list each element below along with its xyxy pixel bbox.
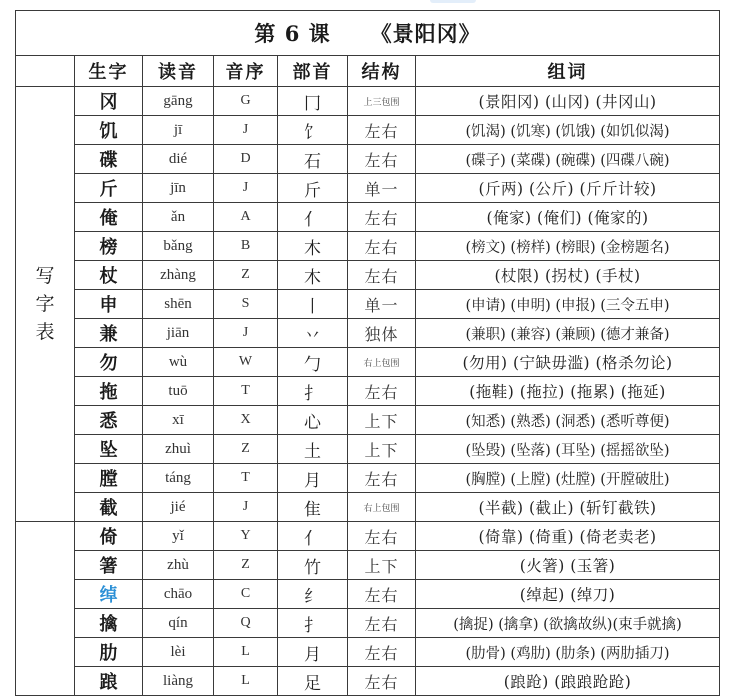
table-row <box>16 290 720 319</box>
pinyin-cell: jīn <box>143 174 214 203</box>
char-cell: 兼 <box>75 319 143 348</box>
radical-cell: 足 <box>278 667 348 696</box>
radical-cell: 竹 <box>278 551 348 580</box>
table-row <box>16 348 720 377</box>
words-cell: (倚靠) (倚重) (倚老卖老) <box>416 522 720 551</box>
order-cell: Z <box>214 551 278 580</box>
char-cell: 截 <box>75 493 143 522</box>
words-cell: (拖鞋) (拖拉) (拖累) (拖延) <box>416 377 720 406</box>
order-cell: B <box>214 232 278 261</box>
pinyin-cell: xī <box>143 406 214 435</box>
pinyin-cell: jié <box>143 493 214 522</box>
structure-cell: 左右 <box>348 638 416 667</box>
words-cell: (榜文) (榜样) (榜眼) (金榜题名) <box>416 232 720 261</box>
table-row <box>16 493 720 522</box>
header-structure: 结构 <box>348 56 416 87</box>
lesson-number: 第 6 课 <box>254 21 331 46</box>
header-order: 音序 <box>214 56 278 87</box>
pinyin-cell: gāng <box>143 87 214 116</box>
radical-cell: 隹 <box>278 493 348 522</box>
pinyin-cell: ǎn <box>143 203 214 232</box>
pinyin-cell: dié <box>143 145 214 174</box>
structure-cell: 左右 <box>348 580 416 609</box>
order-cell: J <box>214 116 278 145</box>
radical-cell: 丷 <box>278 319 348 348</box>
order-cell: S <box>214 290 278 319</box>
header-radical: 部首 <box>278 56 348 87</box>
pinyin-cell: jiān <box>143 319 214 348</box>
radical-cell: 土 <box>278 435 348 464</box>
structure-cell: 上下 <box>348 406 416 435</box>
section-label-write-chars <box>16 87 75 522</box>
structure-cell: 左右 <box>348 609 416 638</box>
column-header-row <box>16 56 720 87</box>
char-cell: 榜 <box>75 232 143 261</box>
char-cell: 碟 <box>75 145 143 174</box>
header-pinyin: 读音 <box>143 56 214 87</box>
order-cell: L <box>214 667 278 696</box>
pinyin-cell: táng <box>143 464 214 493</box>
char-cell: 饥 <box>75 116 143 145</box>
pinyin-cell: zhuì <box>143 435 214 464</box>
char-cell: 悉 <box>75 406 143 435</box>
structure-cell: 左右 <box>348 145 416 174</box>
structure-cell: 右上包围 <box>348 493 416 522</box>
char-cell: 斤 <box>75 174 143 203</box>
words-cell: (饥渴) (饥寒) (饥饿) (如饥似渴) <box>416 116 720 145</box>
pinyin-cell: zhàng <box>143 261 214 290</box>
structure-cell: 左右 <box>348 203 416 232</box>
table-row <box>16 638 720 667</box>
structure-cell: 独体 <box>348 319 416 348</box>
title-row <box>16 11 720 56</box>
words-cell: (半截) (截止) (斩钉截铁) <box>416 493 720 522</box>
order-cell: A <box>214 203 278 232</box>
order-cell: W <box>214 348 278 377</box>
char-cell: 擒 <box>75 609 143 638</box>
words-cell: (碟子) (菜碟) (碗碟) (四碟八碗) <box>416 145 720 174</box>
order-cell: T <box>214 377 278 406</box>
radical-cell: 勹 <box>278 348 348 377</box>
radical-cell: 月 <box>278 638 348 667</box>
radical-cell: 石 <box>278 145 348 174</box>
table-row <box>16 551 720 580</box>
table-row <box>16 580 720 609</box>
table-row <box>16 464 720 493</box>
structure-cell: 左右 <box>348 464 416 493</box>
section-label <box>16 522 75 696</box>
structure-cell: 右上包围 <box>348 348 416 377</box>
structure-cell: 左右 <box>348 667 416 696</box>
words-cell: (知悉) (熟悉) (洞悉) (悉听尊便) <box>416 406 720 435</box>
table-row <box>16 203 720 232</box>
words-cell: (杖限) (拐杖) (手杖) <box>416 261 720 290</box>
order-cell: G <box>214 87 278 116</box>
structure-cell: 上三包围 <box>348 87 416 116</box>
structure-cell: 左右 <box>348 116 416 145</box>
section-label-char: 字 <box>35 293 55 315</box>
structure-cell: 单一 <box>348 174 416 203</box>
table-row <box>16 145 720 174</box>
words-cell: (俺家) (俺们) (俺家的) <box>416 203 720 232</box>
structure-cell: 左右 <box>348 261 416 290</box>
table-row <box>16 174 720 203</box>
pinyin-cell: bǎng <box>143 232 214 261</box>
pinyin-cell: shēn <box>143 290 214 319</box>
radical-cell: 扌 <box>278 609 348 638</box>
words-cell: (斤两) (公斤) (斤斤计较) <box>416 174 720 203</box>
order-cell: D <box>214 145 278 174</box>
char-cell: 勿 <box>75 348 143 377</box>
char-cell: 肋 <box>75 638 143 667</box>
pinyin-cell: chāo <box>143 580 214 609</box>
header-char: 生字 <box>75 56 143 87</box>
radical-cell: 木 <box>278 232 348 261</box>
order-cell: Q <box>214 609 278 638</box>
pinyin-cell: jī <box>143 116 214 145</box>
words-cell: (火箸) (玉箸) <box>416 551 720 580</box>
order-cell: J <box>214 319 278 348</box>
structure-cell: 左右 <box>348 522 416 551</box>
top-tab-indicator <box>430 0 476 3</box>
char-cell: 绰 <box>75 580 143 609</box>
order-cell: Y <box>214 522 278 551</box>
radical-cell: 木 <box>278 261 348 290</box>
pinyin-cell: zhù <box>143 551 214 580</box>
order-cell: T <box>214 464 278 493</box>
order-cell: J <box>214 493 278 522</box>
vocabulary-table <box>15 10 720 696</box>
section-label-char: 表 <box>35 321 55 343</box>
char-cell: 倚 <box>75 522 143 551</box>
table-row <box>16 87 720 116</box>
char-cell: 膛 <box>75 464 143 493</box>
radical-cell: 纟 <box>278 580 348 609</box>
structure-cell: 单一 <box>348 290 416 319</box>
pinyin-cell: tuō <box>143 377 214 406</box>
table-row <box>16 377 720 406</box>
words-cell: (申请) (申明) (申报) (三令五申) <box>416 290 720 319</box>
pinyin-cell: lèi <box>143 638 214 667</box>
table-row <box>16 406 720 435</box>
radical-cell: 冂 <box>278 87 348 116</box>
words-cell: (坠毁) (坠落) (耳坠) (摇摇欲坠) <box>416 435 720 464</box>
char-cell: 坠 <box>75 435 143 464</box>
page-title <box>16 11 720 56</box>
table-row <box>16 522 720 551</box>
radical-cell: 丨 <box>278 290 348 319</box>
table-row <box>16 667 720 696</box>
radical-cell: 月 <box>278 464 348 493</box>
pinyin-cell: wù <box>143 348 214 377</box>
structure-cell: 左右 <box>348 377 416 406</box>
words-cell: (绰起) (绰刀) <box>416 580 720 609</box>
radical-cell: 亻 <box>278 203 348 232</box>
structure-cell: 左右 <box>348 232 416 261</box>
table-body <box>16 87 720 696</box>
order-cell: J <box>214 174 278 203</box>
char-cell: 冈 <box>75 87 143 116</box>
char-cell: 杖 <box>75 261 143 290</box>
char-cell: 俺 <box>75 203 143 232</box>
words-cell: (兼职) (兼容) (兼顾) (德才兼备) <box>416 319 720 348</box>
char-cell: 拖 <box>75 377 143 406</box>
order-cell: Z <box>214 261 278 290</box>
section-label-char: 写 <box>35 265 55 287</box>
char-cell: 踉 <box>75 667 143 696</box>
radical-cell: 心 <box>278 406 348 435</box>
radical-cell: 扌 <box>278 377 348 406</box>
char-cell: 箸 <box>75 551 143 580</box>
radical-cell: 亻 <box>278 522 348 551</box>
order-cell: Z <box>214 435 278 464</box>
words-cell: (肋骨) (鸡肋) (肋条) (两肋插刀) <box>416 638 720 667</box>
lesson-title: 《景阳冈》 <box>370 21 481 46</box>
order-cell: L <box>214 638 278 667</box>
char-cell: 申 <box>75 290 143 319</box>
table-row <box>16 232 720 261</box>
order-cell: X <box>214 406 278 435</box>
table-row <box>16 116 720 145</box>
words-cell: (勿用) (宁缺毋滥) (格杀勿论) <box>416 348 720 377</box>
radical-cell: 饣 <box>278 116 348 145</box>
structure-cell: 上下 <box>348 551 416 580</box>
header-section <box>16 56 75 87</box>
pinyin-cell: qín <box>143 609 214 638</box>
words-cell: (景阳冈) (山冈) (井冈山) <box>416 87 720 116</box>
words-cell: (胸膛) (上膛) (灶膛) (开膛破肚) <box>416 464 720 493</box>
header-words: 组词 <box>416 56 720 87</box>
pinyin-cell: liàng <box>143 667 214 696</box>
words-cell: (踉跄) (踉踉跄跄) <box>416 667 720 696</box>
structure-cell: 上下 <box>348 435 416 464</box>
table-row <box>16 261 720 290</box>
table-row <box>16 435 720 464</box>
pinyin-cell: yǐ <box>143 522 214 551</box>
words-cell: (擒捉) (擒拿) (欲擒故纵)(束手就擒) <box>416 609 720 638</box>
radical-cell: 斤 <box>278 174 348 203</box>
table-row <box>16 609 720 638</box>
table-row <box>16 319 720 348</box>
order-cell: C <box>214 580 278 609</box>
